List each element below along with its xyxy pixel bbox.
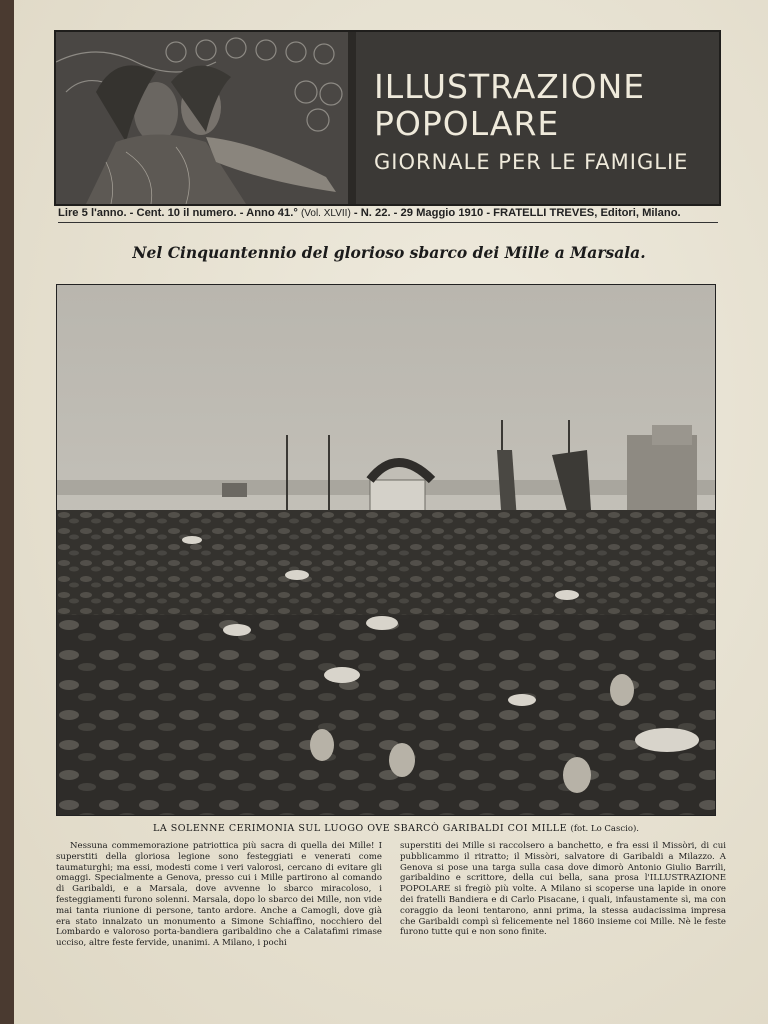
masthead-title (374, 67, 714, 174)
crowd-photograph (56, 284, 716, 816)
crowd-photo-image (57, 285, 715, 815)
magazine-page (14, 0, 768, 1024)
article-column-right (400, 841, 726, 938)
dateline-price-year: Lire 5 l'anno. - Cent. 10 il numero. - Anno 41.° (58, 207, 298, 219)
photo-caption (86, 823, 706, 834)
art-nouveau-illustration (56, 32, 356, 204)
caption-text: LA SOLENNE CERIMONIA SUL LUOGO OVE SBARCÒ GARIBALDI COI MILLE (153, 823, 568, 834)
dateline-issue-publisher: - N. 22. - 29 Maggio 1910 - FRATELLI TREVES, Editori, Milano. (353, 207, 681, 219)
dateline-volume: (Vol. XLVII) (300, 208, 351, 219)
article-column-left (56, 841, 382, 949)
masthead-title-line1: ILLUSTRAZIONE (374, 67, 646, 106)
photo-credit: (fot. Lo Cascio). (570, 824, 639, 834)
article-headline: Nel Cinquantennio del glorioso sbarco dei Mille a Marsala. (132, 243, 646, 262)
masthead-title-line2: POPOLARE (374, 104, 560, 143)
masthead (54, 30, 721, 206)
masthead-subtitle: GIORNALE PER LE FAMIGLIE (374, 150, 689, 174)
article-paragraph-right: superstiti dei Mille si raccolsero a banchetto, e fra essi il Missòri, di cui pubblicammo il ritratto; il Missòri, salvatore di Garibaldi a Milazzo. A Genova si pose una targa sulla casa dove dimorò Antonio Giulio Barrili, garibaldino e scrittore, della cui bella, sana prosa l'ILLUSTRAZIONE POPOLARE si fregiò più volte. A Milano si scoperse una lapide in onore dei fratelli Bandiera e di Carlo Pisacane, i quali, infaustamente sì, ma con coraggio da leoni tentarono, anni prima, la stessa audacissima impresa che Garibaldi compì sì felicemente nel 1860 insieme coi Mille. Nè le feste furono tutte qui e non sono finite. (400, 841, 726, 938)
issue-dateline (58, 207, 718, 223)
article-paragraph-left: Nessuna commemorazione patriottica più sacra di quella dei Mille! I superstiti della gloriosa legione sono festeggiati e venerati come taumaturghi; ma essi, modesti come i veri valorosi, cercano di evitare gli omaggi. Specialmente a Genova, presso cui i Mille partirono al comando di Garibaldi, e a Marsala, dove avvenne lo sbarco miracoloso, i festeggiamenti furono solenni. Marsala, dopo lo sbarco dei Mille, non vide mai tanta riunione di persone, tanto ardore. Anche a Camogli, dove già era stato innalzato un monumento a Simone Schiaffino, nocchiero del Lombardo e valoroso porta-bandiera garibaldino che a Calatafimi rimase ucciso, altre feste fervide, unanimi. A Milano, i pochi (56, 841, 382, 949)
